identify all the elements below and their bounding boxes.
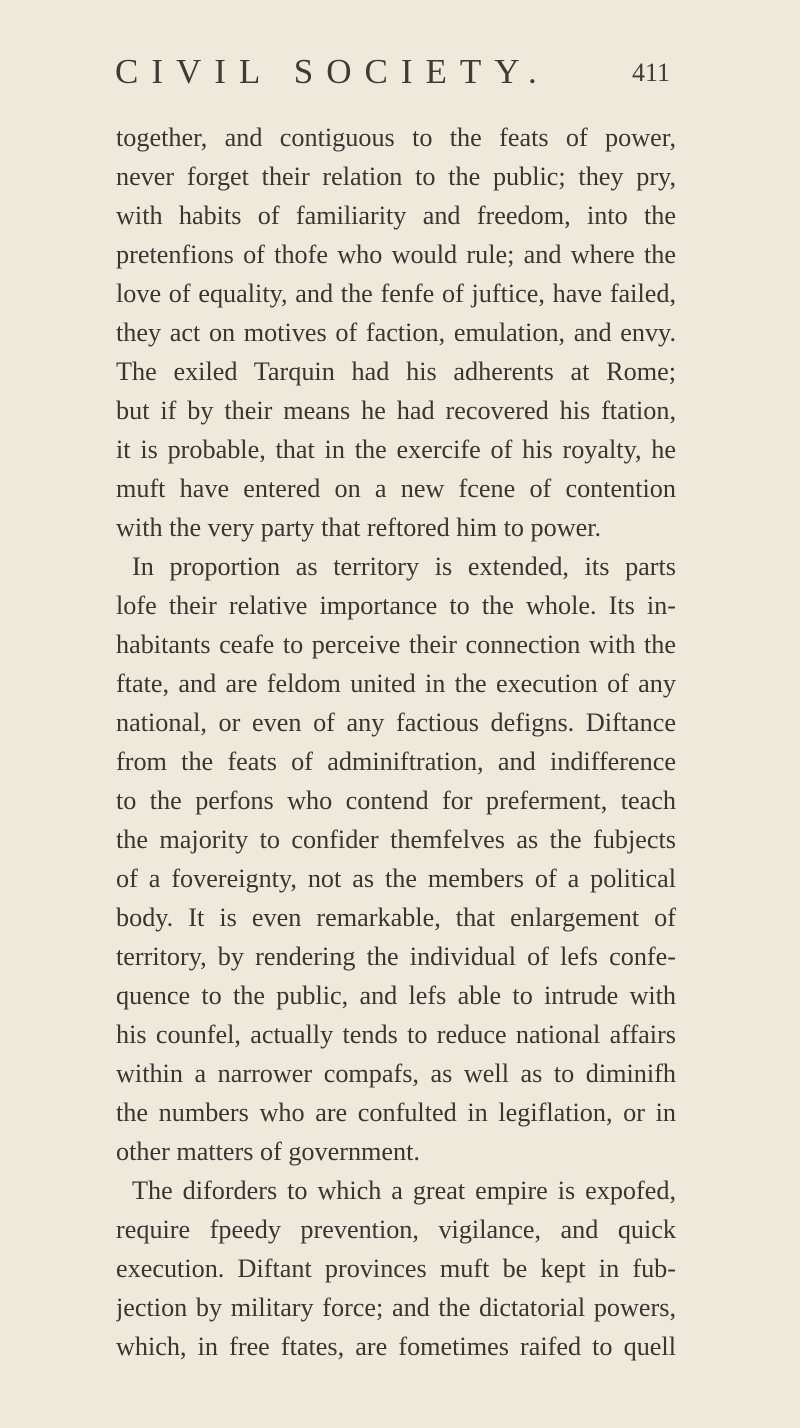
text-line: require fpeedy prevention, vigilance, and quick bbox=[116, 1215, 676, 1244]
text-line: body. It is even remarkable, that enlargement of bbox=[116, 903, 676, 932]
text-line: from the feats of adminiftration, and indifference bbox=[116, 747, 676, 776]
text-line: the numbers who are confulted in legiflation, or in bbox=[116, 1098, 676, 1127]
text-line: together, and contiguous to the feats of power, bbox=[116, 123, 676, 152]
text-line: pretenfions of thofe who would rule; and where the bbox=[116, 240, 676, 269]
text-line: lofe their relative importance to the whole. Its in- bbox=[116, 591, 676, 620]
text-line: quence to the public, and lefs able to intrude with bbox=[116, 981, 676, 1010]
text-line: territory, by rendering the individual of lefs confe- bbox=[116, 942, 676, 971]
text-line: habitants ceafe to perceive their connection with the bbox=[116, 630, 676, 659]
text-line: to the perfons who contend for preferment, teach bbox=[116, 786, 676, 815]
text-line: national, or even of any factious defigns. Diftance bbox=[116, 708, 676, 737]
text-line: love of equality, and the fenfe of juftice, have failed, bbox=[116, 279, 676, 308]
text-line: but if by their means he had recovered his ftation, bbox=[116, 396, 676, 425]
text-line: his counfel, actually tends to reduce national affairs bbox=[116, 1020, 676, 1049]
text-line: The exiled Tarquin had his adherents at Rome; bbox=[116, 357, 676, 386]
paragraph-start-line: The diforders to which a great empire is expofed, bbox=[132, 1176, 676, 1205]
text-line: which, in free ftates, are fometimes raifed to quell bbox=[116, 1332, 676, 1361]
text-line: they act on motives of faction, emulation, and envy. bbox=[116, 318, 676, 347]
text-line: it is probable, that in the exercife of his royalty, he bbox=[116, 435, 676, 464]
text-line: of a fovereignty, not as the members of a political bbox=[116, 864, 676, 893]
text-line: never forget their relation to the public; they pry, bbox=[116, 162, 676, 191]
page-header bbox=[115, 52, 670, 102]
page-number: 411 bbox=[631, 58, 670, 87]
text-line: muft have entered on a new fcene of contention bbox=[116, 474, 676, 503]
paragraph-start-line: In proportion as territory is extended, its parts bbox=[132, 552, 676, 581]
text-line: jection by military force; and the dictatorial powers, bbox=[116, 1293, 676, 1322]
running-head: CIVIL SOCIETY. bbox=[115, 52, 550, 91]
text-line: execution. Diftant provinces muft be kept in fub- bbox=[116, 1254, 676, 1283]
text-line: with habits of familiarity and freedom, into the bbox=[116, 201, 676, 230]
text-line: ftate, and are feldom united in the execution of any bbox=[116, 669, 676, 698]
text-line: other matters of government. bbox=[116, 1137, 420, 1166]
text-line: with the very party that reftored him to power. bbox=[116, 513, 602, 542]
text-line: within a narrower compafs, as well as to diminifh bbox=[116, 1059, 676, 1088]
text-body bbox=[116, 118, 676, 1366]
text-line: the majority to confider themfelves as the fubjects bbox=[116, 825, 676, 854]
